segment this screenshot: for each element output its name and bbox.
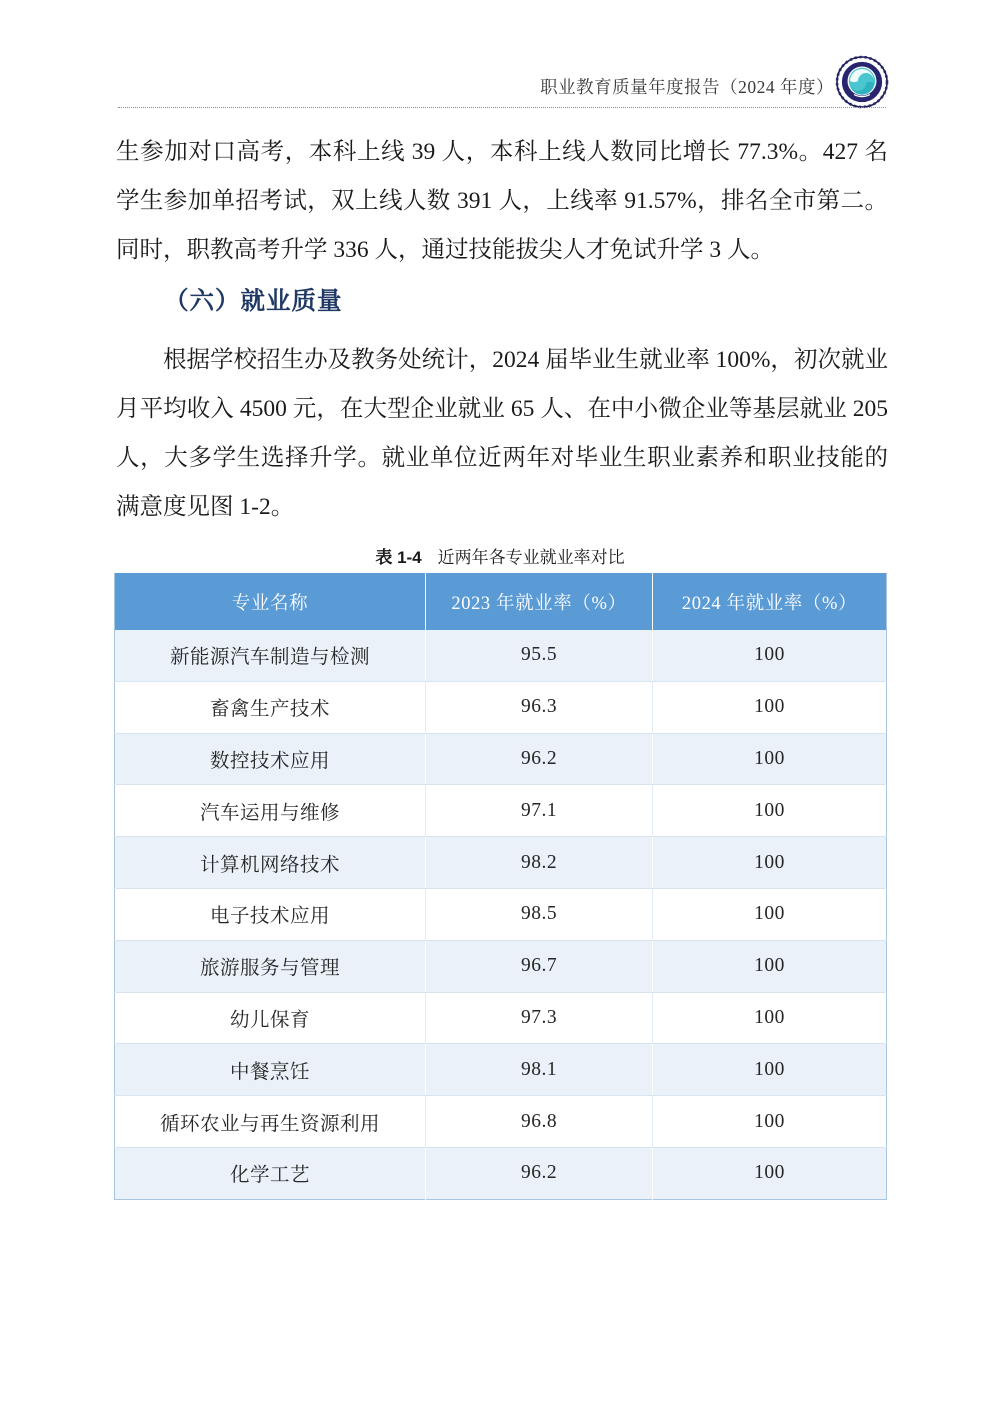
cell-major: 循环农业与再生资源利用 xyxy=(115,1096,426,1148)
table-caption xyxy=(114,543,886,568)
employment-rate-table xyxy=(114,573,887,1200)
school-emblem-icon xyxy=(834,54,890,110)
cell-major: 幼儿保育 xyxy=(115,992,426,1044)
cell-rate-2024: 100 xyxy=(653,785,887,837)
page-running-header xyxy=(118,62,886,108)
header-title: 职业教育质量年度报告（2024 年度） xyxy=(540,77,834,97)
cell-rate-2023: 96.8 xyxy=(426,1096,653,1148)
cell-rate-2023: 96.2 xyxy=(426,733,653,785)
table-row xyxy=(115,837,887,889)
cell-rate-2024: 100 xyxy=(653,1147,887,1199)
table-row xyxy=(115,785,887,837)
cell-major: 汽车运用与维修 xyxy=(115,785,426,837)
cell-major: 新能源汽车制造与检测 xyxy=(115,630,426,681)
cell-rate-2024: 100 xyxy=(653,940,887,992)
cell-rate-2024: 100 xyxy=(653,888,887,940)
cell-rate-2024: 100 xyxy=(653,837,887,889)
table-caption-number: 表 1-4 xyxy=(375,548,422,567)
table-row xyxy=(115,888,887,940)
cell-major: 电子技术应用 xyxy=(115,888,426,940)
table-row xyxy=(115,1096,887,1148)
cell-rate-2023: 95.5 xyxy=(426,630,653,681)
cell-major: 旅游服务与管理 xyxy=(115,940,426,992)
cell-major: 计算机网络技术 xyxy=(115,837,426,889)
cell-rate-2023: 96.3 xyxy=(426,681,653,733)
cell-rate-2023: 98.2 xyxy=(426,837,653,889)
cell-rate-2023: 98.5 xyxy=(426,888,653,940)
table-row xyxy=(115,630,887,681)
paragraph-employment-quality: 根据学校招生办及教务处统计，2024 届毕业生就业率 100%，初次就业月平均收入 4500 元，在大型企业就业 65 人、在中小微企业等基层就业 205 人，大多学生选择升学。就业单位近两年对毕业生职业素养和职业技能的满意度见图 1-2。 xyxy=(116,347,888,520)
table-row xyxy=(115,992,887,1044)
column-header-rate-2023: 2023 年就业率（%） xyxy=(426,573,653,630)
table-caption-text: 近两年各专业就业率对比 xyxy=(437,548,625,567)
column-header-major: 专业名称 xyxy=(115,573,426,630)
table-header-row xyxy=(115,573,887,630)
cell-rate-2023: 96.7 xyxy=(426,940,653,992)
column-header-rate-2024: 2024 年就业率（%） xyxy=(653,573,887,630)
table-row xyxy=(115,1044,887,1096)
cell-rate-2023: 96.2 xyxy=(426,1147,653,1199)
table-row xyxy=(115,1147,887,1199)
table-row xyxy=(115,681,887,733)
cell-rate-2023: 97.1 xyxy=(426,785,653,837)
cell-major: 数控技术应用 xyxy=(115,733,426,785)
cell-rate-2024: 100 xyxy=(653,1044,887,1096)
paragraph-exam-results: 生参加对口高考，本科上线 39 人，本科上线人数同比增长 77.3%。427 名学生参加单招考试，双上线人数 391 人，上线率 91.57%，排名全市第二。同时，职教高考升学 336 人，通过技能拔尖人才免试升学 3 人。 xyxy=(116,139,888,263)
cell-rate-2023: 98.1 xyxy=(426,1044,653,1096)
table-row xyxy=(115,733,887,785)
table-row xyxy=(115,940,887,992)
cell-rate-2024: 100 xyxy=(653,681,887,733)
cell-rate-2024: 100 xyxy=(653,733,887,785)
cell-rate-2024: 100 xyxy=(653,1096,887,1148)
cell-rate-2024: 100 xyxy=(653,630,887,681)
cell-rate-2023: 97.3 xyxy=(426,992,653,1044)
cell-major: 畜禽生产技术 xyxy=(115,681,426,733)
section-heading-employment-quality: （六）就业质量 xyxy=(164,288,343,315)
cell-rate-2024: 100 xyxy=(653,992,887,1044)
header-divider-rule xyxy=(118,107,886,108)
cell-major: 化学工艺 xyxy=(115,1147,426,1199)
cell-major: 中餐烹饪 xyxy=(115,1044,426,1096)
